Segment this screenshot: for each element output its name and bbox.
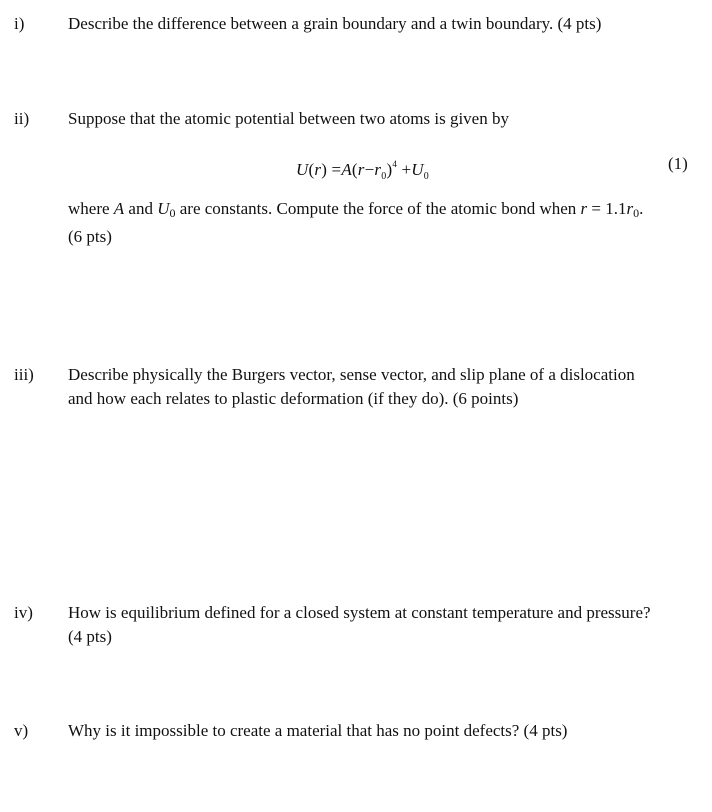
equation-number: (1) bbox=[668, 154, 688, 173]
question-line: where A and U0 are constants. Compute the force of the atomic bond when r = 1.1r0. bbox=[68, 199, 644, 220]
question-line: Describe the difference between a grain boundary and a twin boundary. (4 pts) bbox=[68, 14, 602, 33]
question-text bbox=[68, 363, 698, 411]
question-line: (4 pts) bbox=[68, 627, 112, 646]
question-number: ii) bbox=[14, 109, 30, 128]
potential-equation: $U(r) =A(r-r_0)^4 +U_0$ bbox=[296, 159, 429, 182]
question-line: Describe physically the Burgers vector, sense vector, and slip plane of a dislocation bbox=[68, 365, 635, 384]
question-line: (6 pts) bbox=[68, 227, 112, 246]
question-number: iv) bbox=[14, 603, 33, 622]
question-number: i) bbox=[14, 14, 25, 33]
question-line: and how each relates to plastic deformation (if they do). (6 points) bbox=[68, 389, 519, 408]
question-line: Suppose that the atomic potential between two atoms is given by bbox=[68, 109, 509, 128]
question-text bbox=[68, 601, 698, 649]
question-text bbox=[68, 197, 698, 249]
equation-1 bbox=[0, 150, 712, 182]
question-number: v) bbox=[14, 721, 29, 740]
question-number: iii) bbox=[14, 365, 34, 384]
question-text bbox=[68, 12, 698, 36]
question-line: How is equilibrium defined for a closed system at constant temperature and pressure? bbox=[68, 603, 651, 622]
question-text bbox=[68, 719, 698, 743]
question-line: Why is it impossible to create a material that has no point defects? (4 pts) bbox=[68, 721, 568, 740]
question-text bbox=[68, 107, 698, 131]
